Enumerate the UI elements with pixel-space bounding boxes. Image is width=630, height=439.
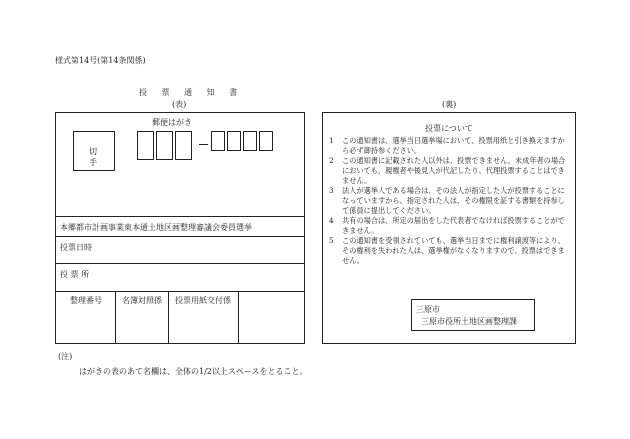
- item-text: 法人が選挙人である場合は、その法人が指定した人が投票することになっていますから、指定された人は、その権限を証する書類を持参して係員に提出してください。: [342, 186, 565, 215]
- postal-code-box: [156, 131, 173, 160]
- sender-box: [411, 299, 535, 331]
- item-number: 3: [329, 186, 334, 195]
- item-number: 4: [329, 216, 334, 225]
- divider: [56, 291, 304, 292]
- voting-date-label: 投票日時: [60, 243, 92, 252]
- document-title: 投 票 通 知 書: [139, 88, 244, 97]
- stamp-box: [73, 131, 115, 171]
- postal-code-dash: [199, 144, 208, 145]
- postal-code-box: [211, 131, 225, 151]
- list-item: [329, 186, 571, 216]
- divider: [56, 263, 304, 264]
- form-number: 様式第14号(第14条関係): [55, 56, 146, 65]
- postal-code-box: [227, 131, 241, 151]
- election-name: 本郷都市計画事業東本通土地区画整理審議会委員選挙: [60, 223, 252, 232]
- item-text: この通知書に記載された人以外は、投票できません。未成年者の場合においても、親権者や後見人が代記したり、代理投票することはできません。: [342, 156, 566, 185]
- back-side-label: (裏): [442, 100, 457, 109]
- postcard-label: 郵便はがき: [152, 118, 192, 127]
- table-header-id: 整理番号: [70, 296, 102, 305]
- item-number: 1: [329, 136, 334, 145]
- list-item: [329, 136, 571, 156]
- postal-code-box: [137, 131, 154, 160]
- stamp-label: 切 手: [89, 147, 105, 167]
- sender-city: 三原市: [416, 305, 440, 314]
- front-side-label: (表): [172, 100, 187, 109]
- back-title: 投票について: [425, 124, 473, 133]
- item-text: この通知書は、選挙当日選挙場において、投票用紙と引き換えますから必ず御持参ください。: [342, 136, 565, 155]
- item-number: 5: [329, 236, 334, 245]
- postcard-front: [55, 112, 305, 344]
- postcard-back: [322, 112, 576, 344]
- polling-place-label: 投 票 所: [60, 270, 90, 279]
- sender-department: 三原市役所土地区画整理課: [421, 317, 517, 326]
- table-header-ballot: 投票用紙交付係: [175, 296, 231, 305]
- column-divider: [238, 291, 239, 343]
- column-divider: [168, 291, 169, 343]
- postal-code-box: [175, 131, 192, 160]
- item-text: この通知書を受領されていても、選挙当日までに権利譲渡等により、その権利を失われた人は、選挙権がなくなりますので、投票はできません。: [342, 236, 565, 265]
- note-text: はがきの表のあて名欄は、全体の1/2以上スペースをとること。: [79, 367, 308, 376]
- postal-code-box: [259, 131, 273, 151]
- item-number: 2: [329, 156, 334, 165]
- item-text: 共有の場合は、所定の届出をした代表者でなければ投票することができません。: [342, 216, 565, 235]
- list-item: [329, 236, 571, 266]
- voting-instructions: [329, 136, 571, 266]
- divider: [56, 216, 304, 217]
- divider: [56, 236, 304, 237]
- postal-code-box: [243, 131, 257, 151]
- list-item: [329, 156, 571, 186]
- list-item: [329, 216, 571, 236]
- note-label: (注): [58, 352, 73, 361]
- table-header-roster: 名簿対照係: [122, 296, 162, 305]
- column-divider: [115, 291, 116, 343]
- staff-table: [56, 291, 304, 343]
